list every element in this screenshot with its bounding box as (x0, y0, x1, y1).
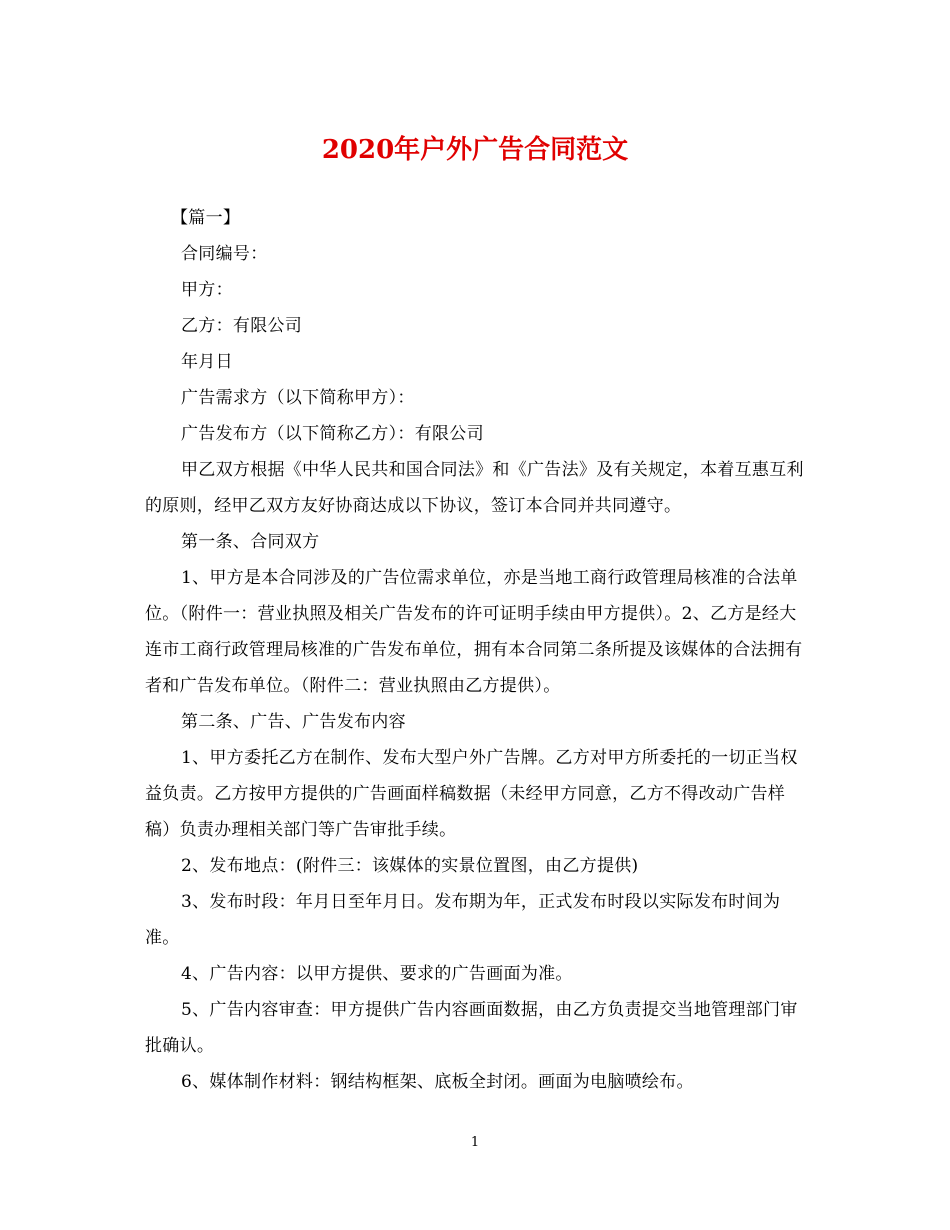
page-number: 1 (470, 1135, 480, 1150)
paragraph: 乙方：有限公司 (181, 316, 303, 336)
document-title: 2020年户外广告合同范文 (321, 135, 629, 165)
paragraph: 甲方： (181, 280, 233, 300)
paragraph: 3、发布时段：年月日至年月日。发布期为年，正式发布时段以实际发布时间为准。 (145, 892, 781, 948)
article-heading: 第二条、广告、广告发布内容 (181, 712, 406, 732)
paragraph: 6、媒体制作材料：钢结构框架、底板全封闭。画面为电脑喷绘布。 (181, 1072, 694, 1092)
paragraph: 4、广告内容：以甲方提供、要求的广告画面为准。 (181, 964, 573, 984)
paragraph: 1、甲方是本合同涉及的广告位需求单位，亦是当地工商行政管理局核准的合法单位。（附件一：营业执照及相关广告发布的许可证明手续由甲方提供）。2、乙方是经大连市工商行政管理局核准的广告发布单位，拥有本合同第二条所提及该媒体的合法拥有者和广告发布单位。（附件二：营业执照由乙方提供）。 (145, 568, 803, 696)
paragraph: 1、甲方委托乙方在制作、发布大型户外广告牌。乙方对甲方所委托的一切正当权益负责。乙方按甲方提供的广告画面样稿数据（未经甲方同意，乙方不得改动广告样稿）负责办理相关部门等广告审批手续。 (145, 748, 798, 840)
article-heading: 第一条、合同双方 (181, 532, 320, 552)
document-body (145, 200, 805, 1100)
paragraph: 合同编号： (181, 244, 268, 264)
paragraph: 广告发布方（以下简称乙方）：有限公司 (181, 424, 484, 444)
paragraph: 年月日 (181, 352, 233, 372)
section-heading: 【篇一】 (171, 208, 241, 228)
paragraph: 2、发布地点：(附件三：该媒体的实景位置图，由乙方提供) (181, 856, 639, 876)
paragraph: 甲乙双方根据《中华人民共和国合同法》和《广告法》及有关规定，本着互惠互利的原则，经甲乙双方友好协商达成以下协议，签订本合同并共同遵守。 (145, 460, 804, 516)
paragraph: 5、广告内容审查：甲方提供广告内容画面数据，由乙方负责提交当地管理部门审批确认。 (145, 1000, 798, 1056)
paragraph: 广告需求方（以下简称甲方）： (181, 388, 415, 408)
